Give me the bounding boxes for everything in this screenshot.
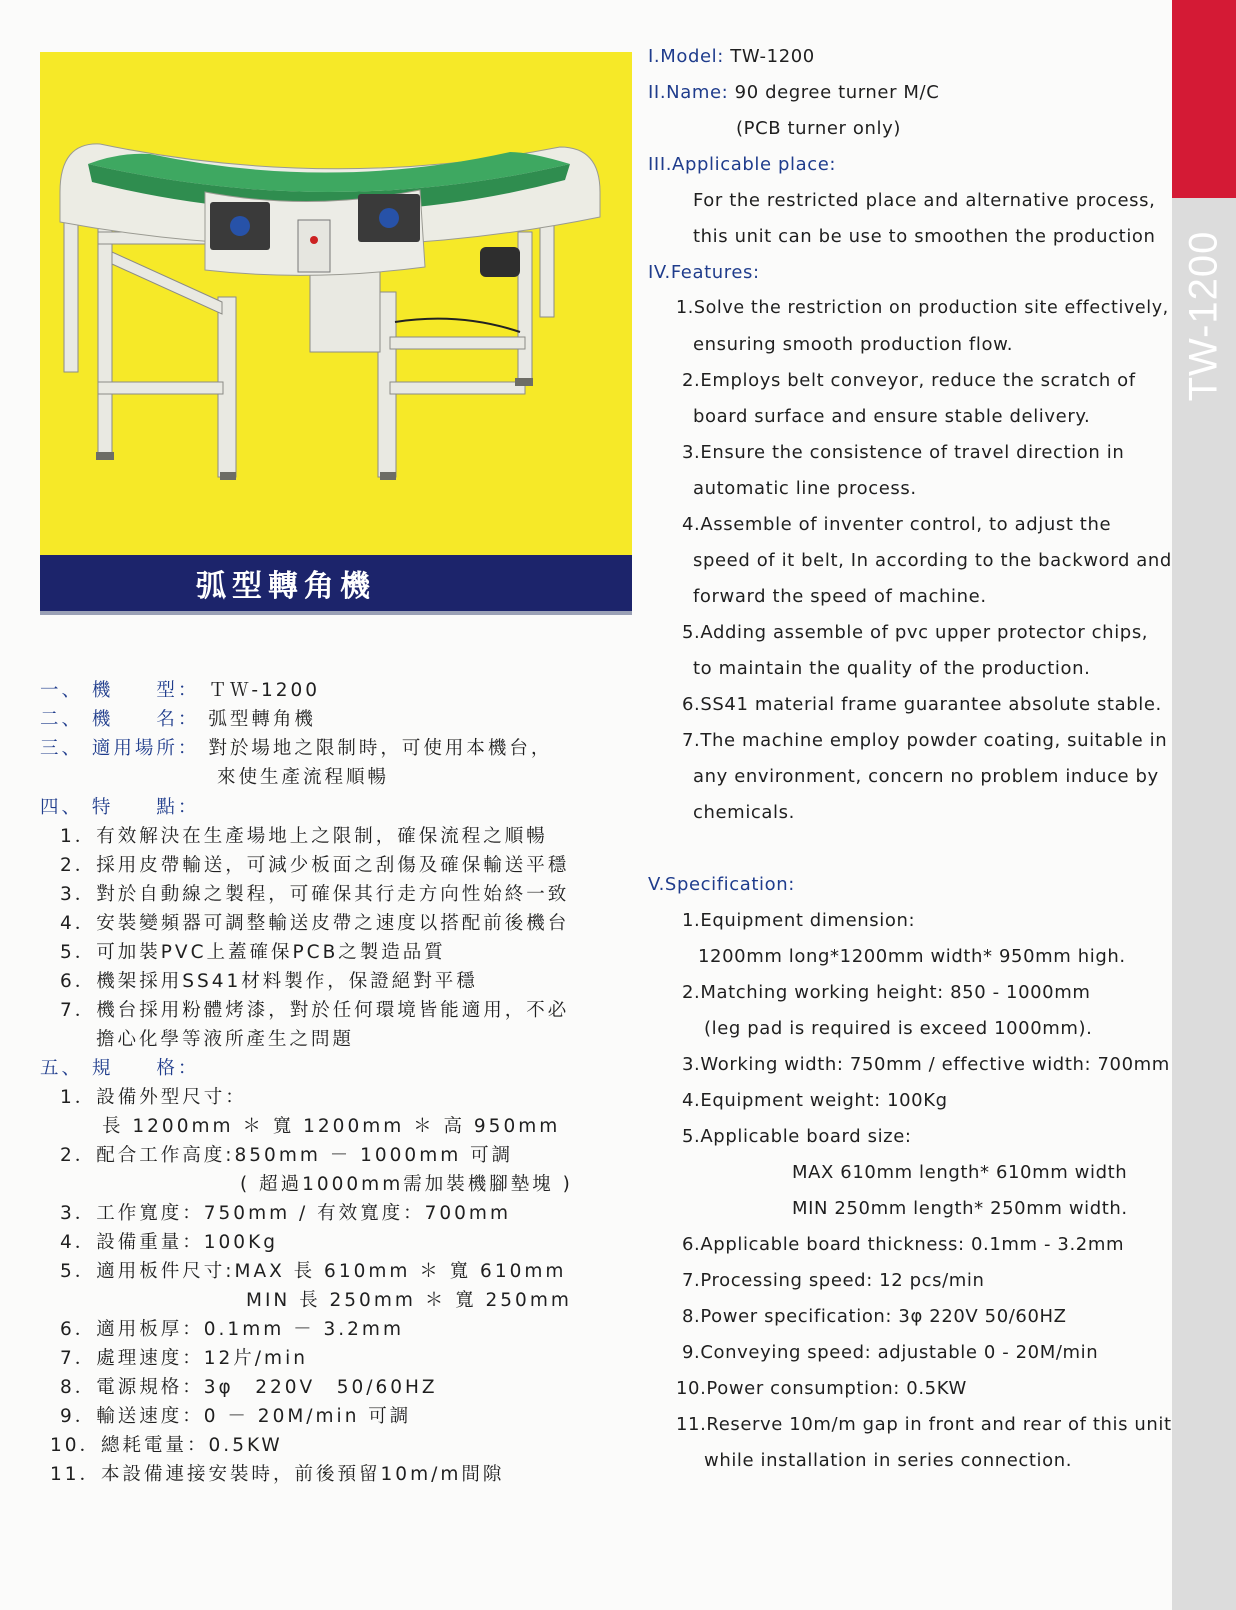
cn-specs-num: 五、 <box>40 1058 84 1079</box>
en-feature-item: 5.Adding assemble of pvc upper protector chips, <box>682 622 1149 643</box>
en-spec-item: 1.Equipment dimension: <box>682 910 916 931</box>
cn-features-key: 特 點： <box>91 797 200 818</box>
cn-feature-item: 1．有效解決在生產場地上之限制，確保流程之順暢 <box>60 826 548 847</box>
en-spec-item: while installation in series connection. <box>704 1450 1073 1471</box>
cn-name-line <box>40 705 316 731</box>
en-spec-item: (leg pad is required is exceed 1000mm). <box>704 1018 1093 1039</box>
en-spec-item: MIN 250mm length* 250mm width. <box>792 1198 1128 1219</box>
en-spec-item: 4.Equipment weight: 100Kg <box>682 1090 948 1111</box>
en-place-text: For the restricted place and alternative process, <box>693 190 1156 211</box>
cn-feature-item: 7．機台採用粉體烤漆，對於任何環境皆能適用，不必 <box>60 1000 570 1021</box>
caption-title: 弧型轉角機 <box>196 569 376 604</box>
en-spec-item: 1200mm long*1200mm width* 950mm high. <box>698 946 1126 967</box>
en-model-heading: I.Model: <box>648 46 724 67</box>
cn-place-value: 對於場地之限制時，可使用本機台， <box>208 738 553 759</box>
en-feature-item: forward the speed of machine. <box>693 586 987 607</box>
en-name-heading: II.Name: <box>648 82 729 103</box>
en-spec-item: 9.Conveying speed: adjustable 0 - 20M/min <box>682 1342 1099 1363</box>
en-name-value: 90 degree turner M/C <box>734 82 940 103</box>
cn-specs-heading <box>40 1054 199 1080</box>
cn-feature-item: 2．採用皮帶輸送，可減少板面之刮傷及確保輸送平穩 <box>60 855 570 876</box>
en-model-value: TW-1200 <box>730 46 815 67</box>
cn-spec-item: 8．電源規格：3φ 220V 50/60HZ <box>60 1377 438 1398</box>
side-strip <box>1172 0 1236 1610</box>
en-feature-item: board surface and ensure stable delivery. <box>693 406 1091 427</box>
cn-features-num: 四、 <box>40 797 84 818</box>
en-feature-item: 3.Ensure the consistence of travel direction in <box>682 442 1125 463</box>
en-features-heading: IV.Features: <box>648 262 760 283</box>
en-feature-item: 2.Employs belt conveyor, reduce the scratch of <box>682 370 1136 391</box>
side-model-label <box>1174 230 1234 402</box>
en-feature-item: 1.Solve the restriction on production site effectively, <box>676 298 1169 318</box>
cn-spec-item: 11．本設備連接安裝時，前後預留10m/m間隙 <box>50 1464 505 1485</box>
en-spec-heading: V.Specification: <box>648 874 795 895</box>
cn-place-key: 適用場所： <box>91 738 200 759</box>
en-name-note: (PCB turner only) <box>736 118 901 139</box>
en-spec-item: 2.Matching working height: 850 - 1000mm <box>682 982 1091 1003</box>
en-feature-item: automatic line process. <box>693 478 917 499</box>
cn-spec-item: 7．處理速度：12片/min <box>60 1348 308 1369</box>
cn-spec-item: 2．配合工作高度:850mm － 1000mm 可調 <box>60 1145 514 1166</box>
caption-bar <box>40 555 632 615</box>
cn-spec-item: 10．總耗電量：0.5KW <box>50 1435 283 1456</box>
en-feature-item: speed of it belt, In according to the backword and <box>693 550 1172 571</box>
cn-spec-item: ( 超過1000mm需加裝機腳墊塊 ) <box>240 1174 573 1195</box>
cn-name-key: 機 名： <box>91 709 200 730</box>
cn-name-num: 二、 <box>40 709 84 730</box>
cn-feature-item: 5．可加裝PVC上蓋確保PCB之製造品質 <box>60 942 446 963</box>
en-spec-item: 11.Reserve 10m/m gap in front and rear of this unit <box>676 1414 1172 1435</box>
en-place-text: this unit can be use to smoothen the production <box>693 226 1156 247</box>
en-spec-item: 3.Working width: 750mm / effective width: 700mm <box>682 1054 1170 1075</box>
en-place-heading: III.Applicable place: <box>648 154 837 175</box>
cn-spec-item: 1．設備外型尺寸： <box>60 1087 247 1108</box>
en-feature-item: any environment, concern no problem induce by <box>693 766 1159 787</box>
cn-spec-item: 長 1200mm ＊ 寬 1200mm ＊ 高 950mm <box>102 1116 561 1137</box>
cn-feature-item: 擔心化學等液所產生之問題 <box>96 1029 355 1050</box>
en-spec-item: 10.Power consumption: 0.5KW <box>676 1378 967 1399</box>
en-spec-item: 8.Power specification: 3φ 220V 50/60HZ <box>682 1306 1067 1327</box>
cn-spec-item: 9．輸送速度：0 － 20M/min 可調 <box>60 1406 412 1427</box>
cn-specs-key: 規 格： <box>91 1058 200 1079</box>
cn-name-value: 弧型轉角機 <box>208 709 316 730</box>
cn-spec-item: 6．適用板厚：0.1mm － 3.2mm <box>60 1319 404 1340</box>
en-feature-item: to maintain the quality of the production. <box>693 658 1091 679</box>
en-spec-item: MAX 610mm length* 610mm width <box>792 1162 1128 1183</box>
en-feature-item: chemicals. <box>693 802 795 823</box>
en-spec-item: 6.Applicable board thickness: 0.1mm - 3.2mm <box>682 1234 1125 1255</box>
en-feature-item: 4.Assemble of inventer control, to adjust the <box>682 514 1112 535</box>
cn-spec-item: MIN 長 250mm ＊ 寬 250mm <box>246 1290 572 1311</box>
cn-model-line <box>40 676 320 702</box>
side-red-block <box>1172 0 1236 198</box>
cn-model-key: 機 型： <box>91 680 200 701</box>
en-name-line <box>648 82 939 103</box>
product-photo <box>40 52 632 555</box>
conveyor-illustration <box>40 52 632 555</box>
en-feature-item: ensuring smooth production flow. <box>693 334 1014 355</box>
en-spec-item: 5.Applicable board size: <box>682 1126 912 1147</box>
cn-place-value-2: 來使生產流程順暢 <box>217 767 390 788</box>
cn-spec-item: 3．工作寬度：750mm / 有效寬度：700mm <box>60 1203 511 1224</box>
en-feature-item: 7.The machine employ powder coating, suitable in <box>682 730 1168 751</box>
cn-place-line <box>40 734 552 760</box>
en-model-line <box>648 46 815 67</box>
cn-feature-item: 3．對於自動線之製程，可確保其行走方向性始終一致 <box>60 884 570 905</box>
en-spec-item: 7.Processing speed: 12 pcs/min <box>682 1270 985 1291</box>
cn-model-num: 一、 <box>40 680 84 701</box>
cn-feature-item: 6．機架採用SS41材料製作，保證絕對平穩 <box>60 971 478 992</box>
cn-model-value: ＴＷ-1200 <box>208 680 321 701</box>
en-feature-item: 6.SS41 material frame guarantee absolute stable. <box>682 694 1162 715</box>
cn-feature-item: 4．安裝變頻器可調整輸送皮帶之速度以搭配前後機台 <box>60 913 570 934</box>
side-model-text: TW-1200 <box>1181 230 1226 402</box>
cn-place-num: 三、 <box>40 738 84 759</box>
cn-spec-item: 4．設備重量：100Kg <box>60 1232 278 1253</box>
cn-features-heading <box>40 793 199 819</box>
cn-spec-item: 5．適用板件尺寸:MAX 長 610mm ＊ 寬 610mm <box>60 1261 567 1282</box>
